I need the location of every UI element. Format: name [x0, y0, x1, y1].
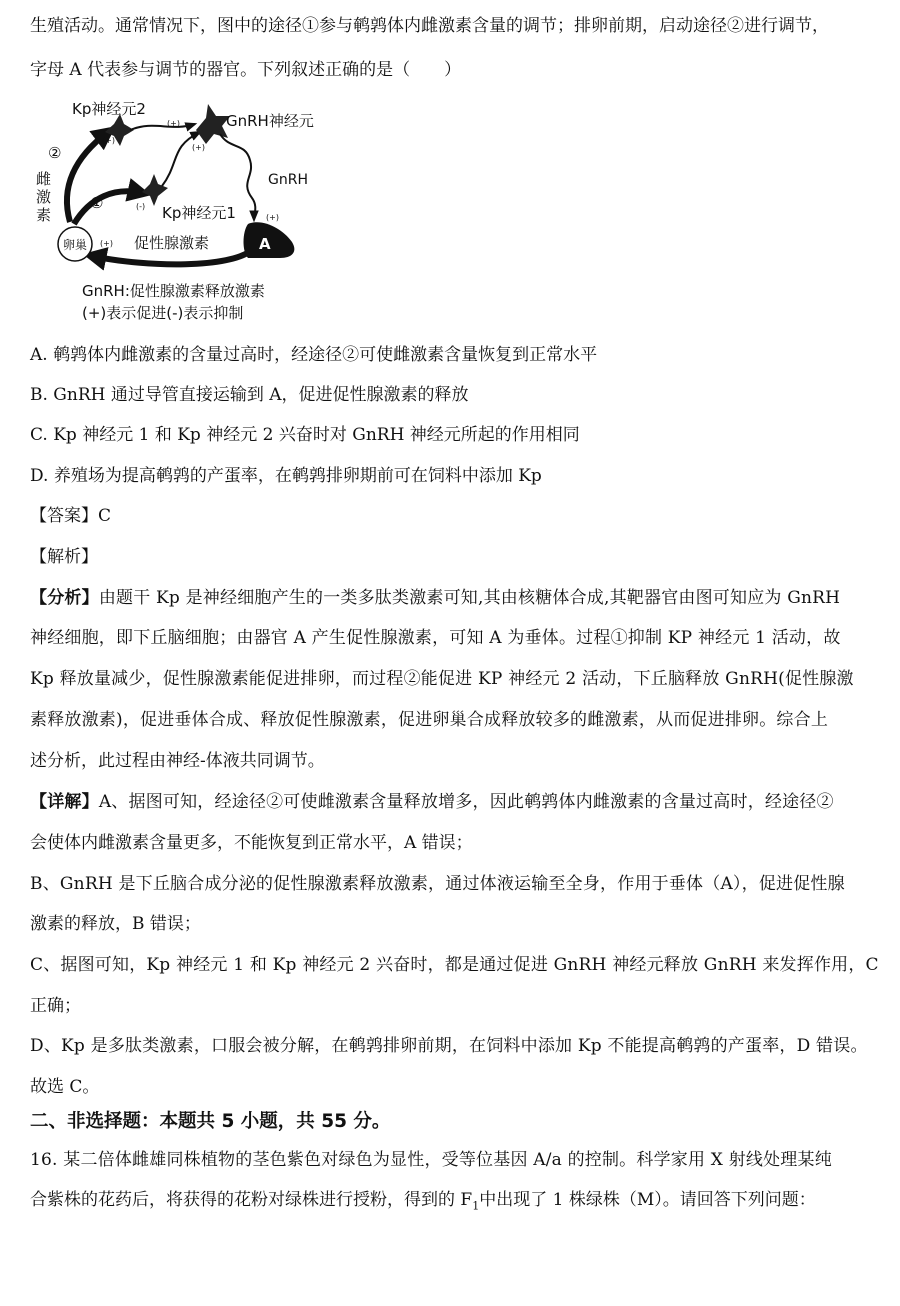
- option-a: A. 鹌鹑体内雌激素的含量过高时，经途径②可使雌激素含量恢复到正常水平: [30, 345, 598, 365]
- analysis-tag: 【分析】: [30, 588, 99, 608]
- path-1-label: ①: [90, 194, 104, 212]
- legend-line-1: GnRH:促性腺激素释放激素: [82, 282, 265, 300]
- kp-neuron-1-label: Kp神经元1: [162, 204, 236, 222]
- section-heading: 二、非选择题：本题共 5 小题，共 55 分。: [30, 1111, 391, 1132]
- detail-d-line-2: 故选 C。: [30, 1077, 100, 1097]
- estrogen-label-char-1: 雌: [36, 170, 52, 188]
- detail-d-line-1: D、Kp 是多肽类激素，口服会被分解，在鹌鹑排卵前期，在饲料中添加 Kp 不能提高鹌鹑的产蛋率，D 错误。: [30, 1036, 868, 1056]
- analysis-p1-line-2: 神经细胞，即下丘脑细胞；由器官 A 产生促性腺激素，可知 A 为垂体。过程①抑制 KP 神经元 1 活动，故: [30, 628, 841, 648]
- plus-sign-kp1: (+): [192, 143, 205, 152]
- detail-c-line-2: 正确；: [30, 996, 81, 1016]
- analysis-label: 【解析】: [30, 547, 98, 567]
- option-d: D. 养殖场为提高鹌鹑的产蛋率，在鹌鹑排卵期前可在饲料中添加 Kp: [30, 466, 542, 486]
- hormone-regulation-diagram: [30, 92, 340, 328]
- question-16-line-1: 16. 某二倍体雌雄同株植物的茎色紫色对绿色为显性，受等位基因 A/a 的控制。科学家用 X 射线处理某纯: [30, 1150, 832, 1170]
- analysis-p1-line-1: 【分析】由题干 Kp 是神经细胞产生的一类多肽类激素可知,其由核糖体合成,其靶器官由图可知应为 GnRH: [30, 588, 841, 608]
- gonadotropin-arrow: [92, 250, 252, 264]
- intro-line-2: 字母 A 代表参与调节的器官。下列叙述正确的是（ ）: [30, 60, 462, 80]
- gonadotropin-label: 促性腺激素: [134, 234, 210, 252]
- detail-a-line-1: 【详解】A、据图可知，经途径②可使雌激素含量释放增多，因此鹌鹑体内雌激素的含量过高时，经途径②: [30, 792, 834, 812]
- ovary-label: 卵巢: [63, 238, 88, 252]
- plus-sign-ovary: (+): [100, 239, 113, 248]
- analysis-p1-line-4: 素释放激素)，促进垂体合成、释放促性腺激素，促进卵巢合成释放较多的雌激素，从而促进排卵。综合上: [30, 710, 829, 730]
- minus-sign-path1: (-): [136, 202, 146, 211]
- organ-a-label: A: [259, 235, 271, 253]
- path-1-arrow: [74, 191, 142, 224]
- gnrh-label: GnRH: [268, 172, 308, 188]
- option-c: C. Kp 神经元 1 和 Kp 神经元 2 兴奋时对 GnRH 神经元所起的作用相同: [30, 425, 580, 445]
- question-16-line-2: 合紫株的花药后，将获得的花粉对绿株进行授粉，得到的 $F_1$中出现了 1 株绿株（M）。请回答下列问题：: [30, 1190, 816, 1213]
- legend-line-2: (+)表示促进(-)表示抑制: [82, 304, 244, 322]
- estrogen-label-char-2: 激: [36, 188, 52, 206]
- analysis-p1-line-5: 述分析，此过程由神经-体液共同调节。: [30, 751, 325, 771]
- gnrh-neuron-cell: [196, 104, 230, 144]
- detail-b-line-1: B、GnRH 是下丘脑合成分泌的促性腺激素释放激素，通过体液运输至全身，作用于垂体（A），促进促性腺: [30, 874, 845, 894]
- answer: 【答案】C: [30, 506, 112, 526]
- plus-sign-gnrh: (+): [266, 213, 279, 222]
- kp-neuron-2-label: Kp神经元2: [72, 100, 146, 118]
- estrogen-label-char-3: 素: [36, 206, 52, 224]
- kp1-axon: [162, 132, 200, 186]
- kp2-axon: [130, 124, 195, 130]
- detail-b-line-2: 激素的释放，B 错误；: [30, 914, 201, 934]
- plus-sign-kp2: (+): [167, 119, 180, 128]
- path-2-label: ②: [48, 144, 62, 162]
- detail-tag: 【详解】: [30, 792, 99, 812]
- detail-c-line-1: C、据图可知，Kp 神经元 1 和 Kp 神经元 2 兴奋时，都是通过促进 GnRH 神经元释放 GnRH 来发挥作用，C: [30, 955, 879, 975]
- option-b: B. GnRH 通过导管直接运输到 A，促进促性腺激素的释放: [30, 385, 469, 405]
- intro-line-1: 生殖活动。通常情况下，图中的途径①参与鹌鹑体内雌激素含量的调节；排卵前期，启动途径②进行调节，: [30, 16, 829, 36]
- analysis-p1-line-3: Kp 释放量减少，促性腺激素能促进排卵，而过程②能促进 KP 神经元 2 活动，下丘脑释放 GnRH(促性腺激: [30, 669, 854, 689]
- kp-neuron-1-cell: [142, 174, 168, 206]
- detail-a-line-2: 会使体内雌激素含量更多，不能恢复到正常水平，A 错误；: [30, 833, 473, 853]
- plus-sign-path2: (+): [102, 136, 115, 145]
- gnrh-neuron-label: GnRH神经元: [226, 112, 314, 130]
